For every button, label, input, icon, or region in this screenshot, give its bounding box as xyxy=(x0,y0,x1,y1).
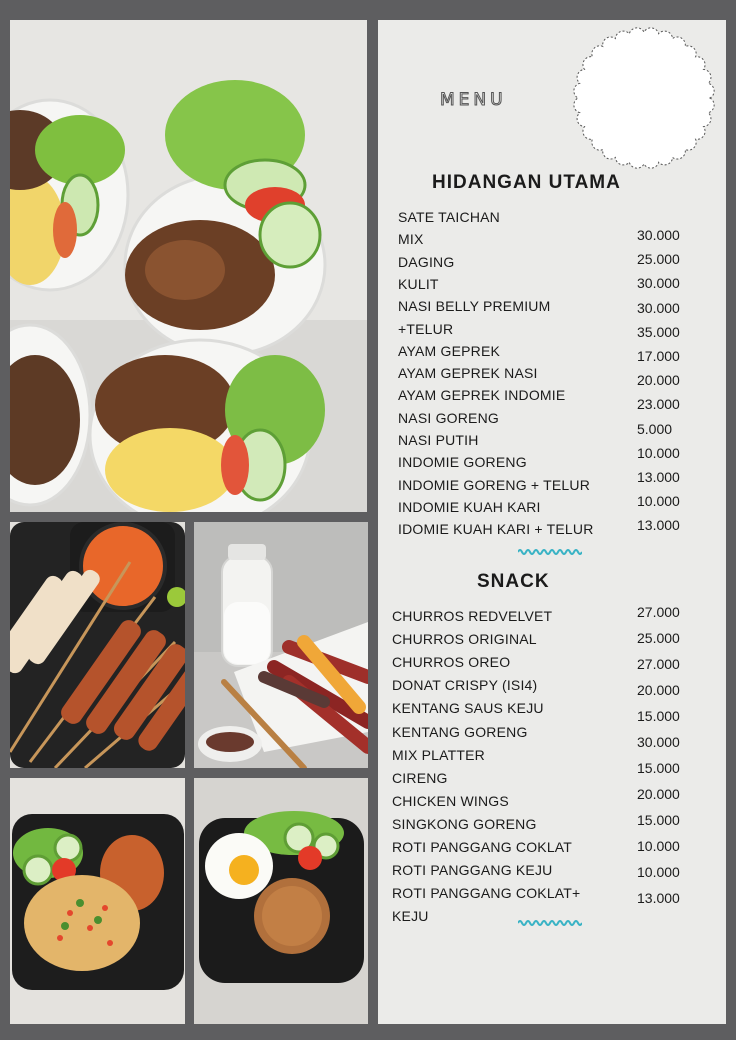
snack-item: KENTANG SAUS KEJU xyxy=(392,700,544,717)
main-dish-price: 35.000 xyxy=(637,323,680,340)
snack-item: CHICKEN WINGS xyxy=(392,792,509,809)
snack-item: KENTANG GORENG xyxy=(392,723,528,740)
main-dish-item: SATE TAICHAN xyxy=(398,209,500,225)
snack-item: ROTI PANGGANG COKLAT+ xyxy=(392,885,581,902)
main-dish-item: AYAM GEPREK xyxy=(398,342,501,359)
snack-price: 10.000 xyxy=(637,864,680,880)
main-dish-price: 30.000 xyxy=(637,227,680,243)
rice-bowls-photo xyxy=(10,20,367,512)
main-dish-item: +TELUR xyxy=(398,320,454,337)
main-dish-price: 5.000 xyxy=(637,420,673,437)
main-dish-price: 30.000 xyxy=(637,275,680,292)
snack-item: CHURROS REDVELVET xyxy=(392,608,553,624)
snack-price: 20.000 xyxy=(637,786,680,802)
main-dish-item: KULIT xyxy=(398,275,439,292)
main-dish-item: NASI BELLY PREMIUM xyxy=(398,298,551,315)
main-dish-item: INDOMIE GORENG xyxy=(398,454,527,471)
snack-price: 27.000 xyxy=(637,656,680,672)
main-dish-price: 13.000 xyxy=(637,469,680,485)
snack-price: 15.000 xyxy=(637,708,680,724)
fried-rice-photo xyxy=(194,778,368,1024)
snack-item: SINGKONG GORENG xyxy=(392,815,537,832)
noodles-photo xyxy=(10,778,185,1024)
snack-price: 15.000 xyxy=(637,760,680,776)
snack-item: CHURROS OREO xyxy=(392,654,511,671)
main-dish-item: MIX xyxy=(398,231,424,248)
snack-item: KEJU xyxy=(392,908,429,925)
wave-divider-2 xyxy=(518,919,582,927)
section-title-main-dishes: HIDANGAN UTAMA xyxy=(432,172,621,193)
main-dish-item: IDOMIE KUAH KARI + TELUR xyxy=(398,521,594,538)
main-dish-price: 20.000 xyxy=(637,372,680,389)
snack-item: ROTI PANGGANG KEJU xyxy=(392,862,553,879)
snack-item: CIRENG xyxy=(392,769,448,786)
main-dish-item: AYAM GEPREK NASI xyxy=(398,365,538,382)
wave-divider-1 xyxy=(518,548,582,556)
churros-photo xyxy=(194,522,368,768)
snack-price: 10.000 xyxy=(637,838,680,854)
snack-item: CHURROS ORIGINAL xyxy=(392,631,537,648)
satay-photo xyxy=(10,522,185,768)
snack-price: 25.000 xyxy=(637,630,680,646)
main-dish-price: 23.000 xyxy=(637,396,680,413)
main-dish-item: NASI PUTIH xyxy=(398,432,479,448)
snack-price: 30.000 xyxy=(637,734,680,750)
main-dish-price: 13.000 xyxy=(637,517,680,534)
scalloped-logo-badge xyxy=(566,20,722,176)
snack-price: 13.000 xyxy=(637,890,680,906)
main-dish-item: DAGING xyxy=(398,253,455,270)
main-dish-item: AYAM GEPREK INDOMIE xyxy=(398,387,566,404)
main-dish-item: NASI GORENG xyxy=(398,409,499,426)
main-dish-price: 25.000 xyxy=(637,251,680,268)
main-dish-price: 30.000 xyxy=(637,299,680,316)
main-dish-price: 17.000 xyxy=(637,348,680,364)
section-title-snack: SNACK xyxy=(477,571,550,592)
snack-item: MIX PLATTER xyxy=(392,746,485,763)
main-dish-price: 10.000 xyxy=(637,493,680,510)
main-dish-item: INDOMIE GORENG + TELUR xyxy=(398,476,591,493)
main-dish-price: 10.000 xyxy=(637,444,680,461)
snack-item: ROTI PANGGANG COKLAT xyxy=(392,839,573,855)
snack-price: 15.000 xyxy=(637,812,680,828)
snack-price: 27.000 xyxy=(637,604,680,620)
menu-heading: MENU xyxy=(440,90,507,110)
main-dish-item: INDOMIE KUAH KARI xyxy=(398,498,541,515)
snack-price: 20.000 xyxy=(637,682,680,698)
menu-panel xyxy=(378,20,726,1024)
snack-item: DONAT CRISPY (ISI4) xyxy=(392,677,538,694)
